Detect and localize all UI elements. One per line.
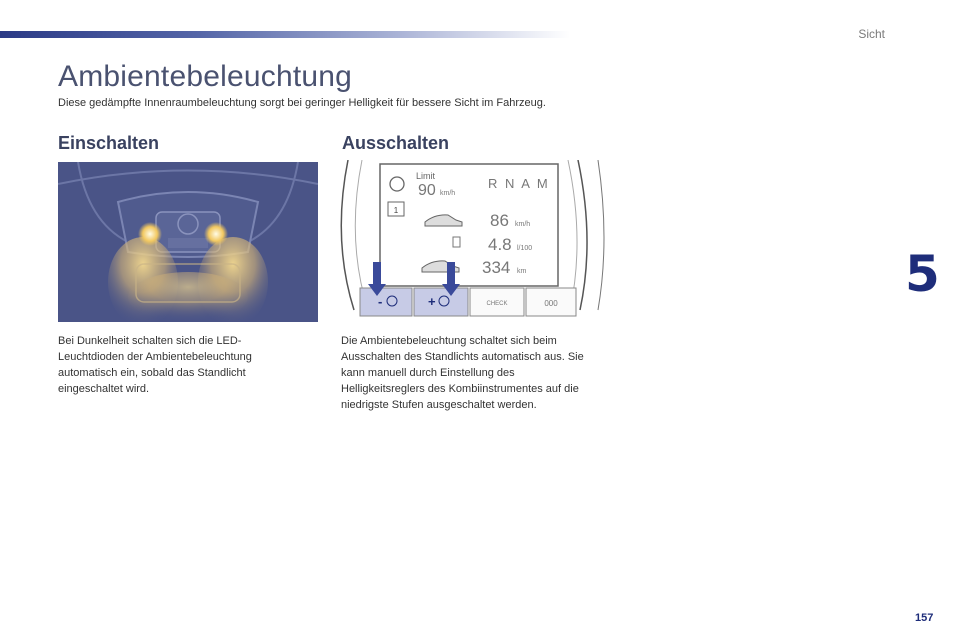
gear-indicator: R N A M [488,176,550,191]
einschalten-text: Bei Dunkelheit schalten sich die LED-Leuchtdioden der Ambientebeleuchtung automatisch ein, sobald das Standlicht eingeschaltet wird. [58,335,252,395]
trip-indicator: 1 [393,206,399,215]
section-label: Sicht [858,27,885,41]
instrument-cluster-illustration [340,160,605,320]
intro-text: Diese gedämpfte Innenraumbeleuchtung sorgt bei geringer Helligkeit für bessere Sicht im Fahrzeug. [58,97,546,109]
speed-limit-value: 90 [418,182,436,199]
chapter-number: 5 [905,245,940,303]
consumption-value: 4.8 [488,235,512,254]
range-unit: km [517,268,527,275]
cluster-image [340,160,605,320]
brightness-minus-label: - [378,294,383,309]
speed-unit: km/h [515,221,531,228]
brightness-plus-label: + [428,294,436,309]
check-button-label: CHECK [486,301,508,307]
heading-einschalten: Einschalten [58,133,160,153]
range-value: 334 [482,258,511,277]
limit-label: Limit [416,171,436,181]
consumption-unit: l/100 [517,245,533,252]
header-gradient-bar [0,31,570,38]
ausschalten-text: Die Ambientebeleuchtung schaltet sich beim Ausschalten des Standlichts automatisch aus. Sie kann manuell durch Einstellung des Helligkeitsreglers des Kombiinstrumentes auf die niedrigste Stufen ausgeschaltet werden. [341,335,584,411]
cabin-scene-image [58,162,318,322]
heading-ausschalten: Ausschalten [342,133,450,153]
speed-limit-unit: km/h [440,190,456,197]
page-number: 157 [915,612,934,624]
brightness-plus-button[interactable] [414,288,468,316]
speed-value: 86 [490,211,509,230]
page-title: Ambientebeleuchtung [58,60,353,93]
ambient-light-illustration [58,162,318,322]
brightness-minus-button[interactable] [360,288,412,316]
odometer-button-label: 000 [544,299,558,308]
